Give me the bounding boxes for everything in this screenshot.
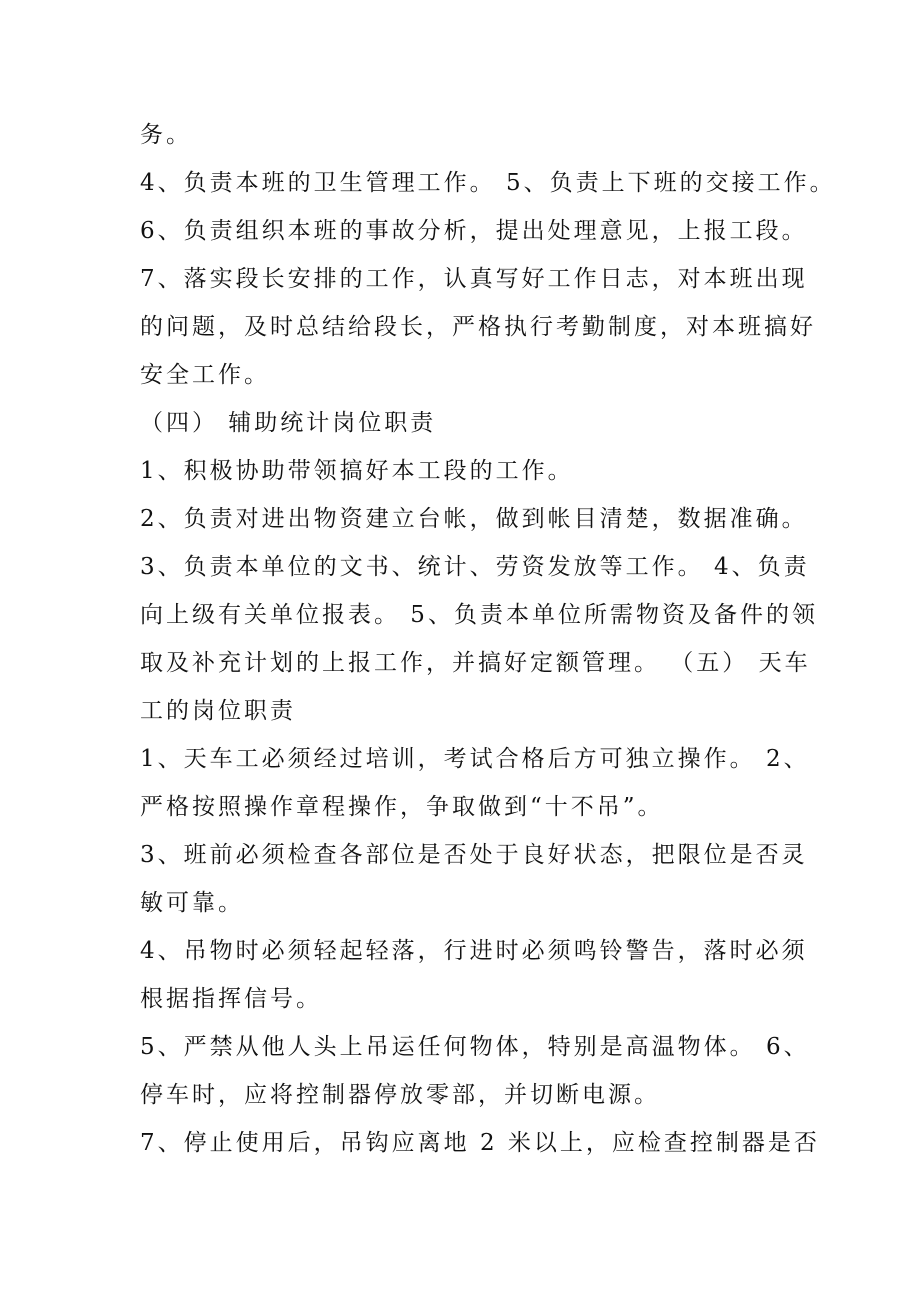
text-line: 4、负责本班的卫生管理工作。 5、负责上下班的交接工作。	[140, 170, 836, 196]
text-line: 敏可靠。	[140, 890, 244, 916]
text-line: 2、负责对进出物资建立台帐，做到帐目清楚，数据准确。	[140, 506, 808, 532]
text-line: 5、严禁从他人头上吊运任何物体，特别是高温物体。 6、	[140, 1034, 810, 1060]
text-line: 的问题，及时总结给段长，严格执行考勤制度，对本班搞好	[140, 314, 816, 340]
text-line: 7、落实段长安排的工作，认真写好工作日志，对本班出现	[140, 266, 808, 292]
text-line: 向上级有关单位报表。 5、负责本单位所需物资及备件的领	[140, 602, 818, 628]
text-line: 根据指挥信号。	[140, 986, 322, 1012]
section-heading: （四） 辅助统计岗位职责	[140, 410, 437, 436]
text-line: 取及补充计划的上报工作，并搞好定额管理。 （五） 天车	[140, 650, 811, 676]
text-line: 7、停止使用后，吊钩应离地 2 米以上，应检查控制器是否	[140, 1130, 820, 1156]
text-line: 4、吊物时必须轻起轻落，行进时必须鸣铃警告，落时必须	[140, 938, 808, 964]
text-line: 停车时，应将控制器停放零部，并切断电源。	[140, 1082, 660, 1108]
text-line: 安全工作。	[140, 362, 270, 388]
text-line: 3、负责本单位的文书、统计、劳资发放等工作。 4、负责	[140, 554, 810, 580]
text-line: 6、负责组织本班的事故分析，提出处理意见，上报工段。	[140, 218, 808, 244]
text-line: 1、天车工必须经过培训，考试合格后方可独立操作。 2、	[140, 746, 810, 772]
text-line: 3、班前必须检查各部位是否处于良好状态，把限位是否灵	[140, 842, 808, 868]
text-line: 1、积极协助带领搞好本工段的工作。	[140, 458, 574, 484]
text-line: 工的岗位职责	[140, 698, 296, 724]
text-line: 务。	[140, 122, 192, 148]
text-line: 严格按照操作章程操作，争取做到“十不吊”。	[140, 794, 664, 820]
